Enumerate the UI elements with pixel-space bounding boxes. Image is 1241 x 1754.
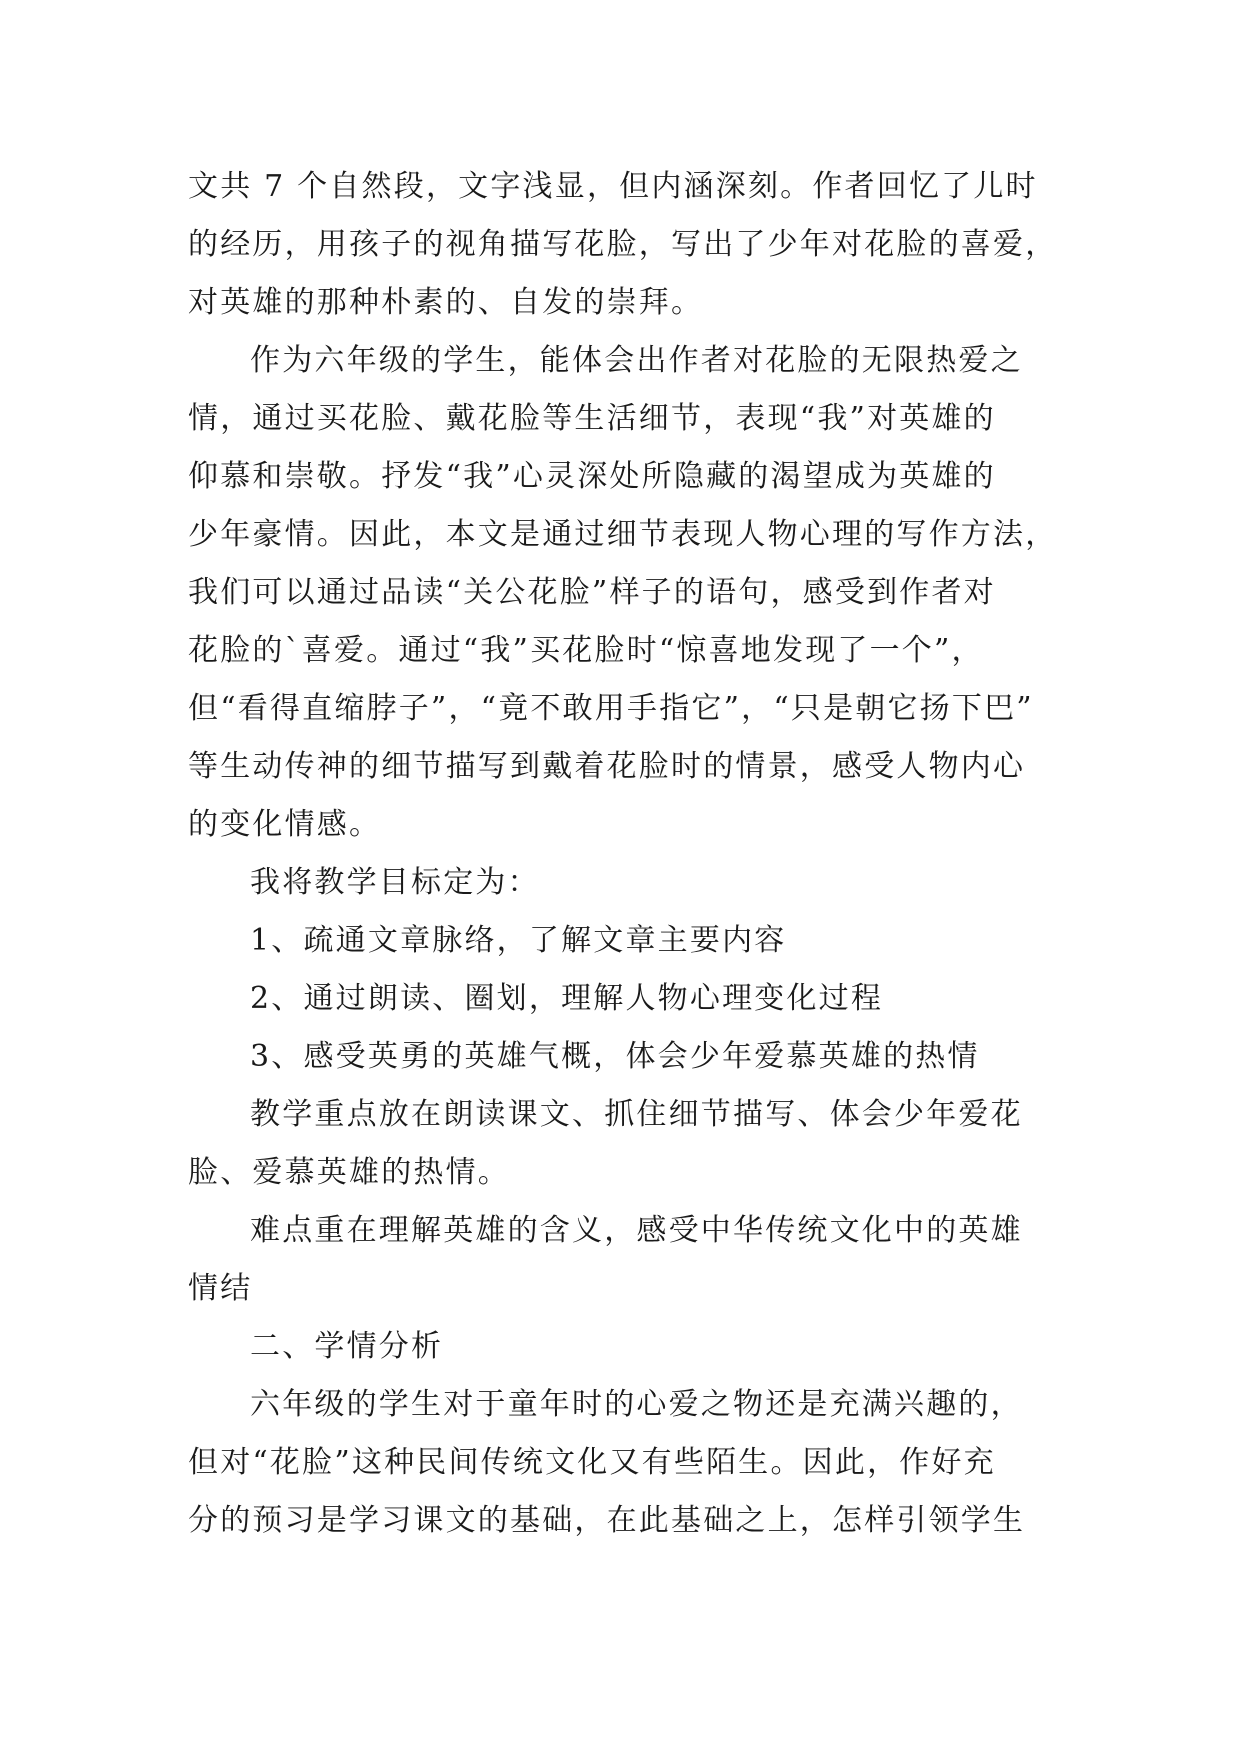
text-line: 对英雄的那种朴素的、自发的崇拜。 xyxy=(188,285,704,320)
text-line: 的经历，用孩子的视角描写花脸，写出了少年对花脸的喜爱， xyxy=(188,227,1058,262)
text-line: 情，通过买花脸、戴花脸等生活细节，表现“我”对英雄的 xyxy=(188,401,996,436)
text-line: 难点重在理解英雄的含义，感受中华传统文化中的英雄 xyxy=(250,1213,1023,1248)
text-line: 六年级的学生对于童年时的心爱之物还是充满兴趣的， xyxy=(250,1387,1023,1422)
text-line: 花脸的`喜爱。通过“我”买花脸时“惊喜地发现了一个”， xyxy=(188,633,984,668)
text-line: 但“看得直缩脖子”，“竟不敢用手指它”，“只是朝它扬下巴” xyxy=(188,691,1034,726)
text-line: 二、学情分析 xyxy=(250,1329,444,1364)
text-line: 我们可以通过品读“关公花脸”样子的语句，感受到作者对 xyxy=(188,575,996,610)
text-line: 少年豪情。因此，本文是通过细节表现人物心理的写作方法， xyxy=(188,517,1058,552)
text-line: 的变化情感。 xyxy=(188,807,382,842)
text-line: 情结 xyxy=(188,1271,253,1306)
text-line: 脸、爱慕英雄的热情。 xyxy=(188,1155,510,1190)
text-line: 教学重点放在朗读课文、抓住细节描写、体会少年爱花 xyxy=(250,1097,1023,1132)
text-line: 我将教学目标定为： xyxy=(250,865,540,900)
document-body xyxy=(188,158,1068,1550)
text-line: 作为六年级的学生，能体会出作者对花脸的无限热爱之 xyxy=(250,343,1023,378)
text-line: 仰慕和崇敬。抒发“我”心灵深处所隐藏的渴望成为英雄的 xyxy=(188,459,996,494)
text-line: 3、感受英勇的英雄气概，体会少年爱慕英雄的热情 xyxy=(250,1039,980,1074)
text-line: 但对“花脸”这种民间传统文化又有些陌生。因此，作好充 xyxy=(188,1445,996,1480)
text-line: 1、疏通文章脉络，了解文章主要内容 xyxy=(250,923,787,958)
text-line: 分的预习是学习课文的基础，在此基础之上，怎样引领学生 xyxy=(188,1503,1026,1538)
text-line: 等生动传神的细节描写到戴着花脸时的情景，感受人物内心 xyxy=(188,749,1026,784)
text-line: 2、通过朗读、圈划，理解人物心理变化过程 xyxy=(250,981,884,1016)
text-line: 文共 7 个自然段，文字浅显，但内涵深刻。作者回忆了儿时 xyxy=(188,169,1038,204)
